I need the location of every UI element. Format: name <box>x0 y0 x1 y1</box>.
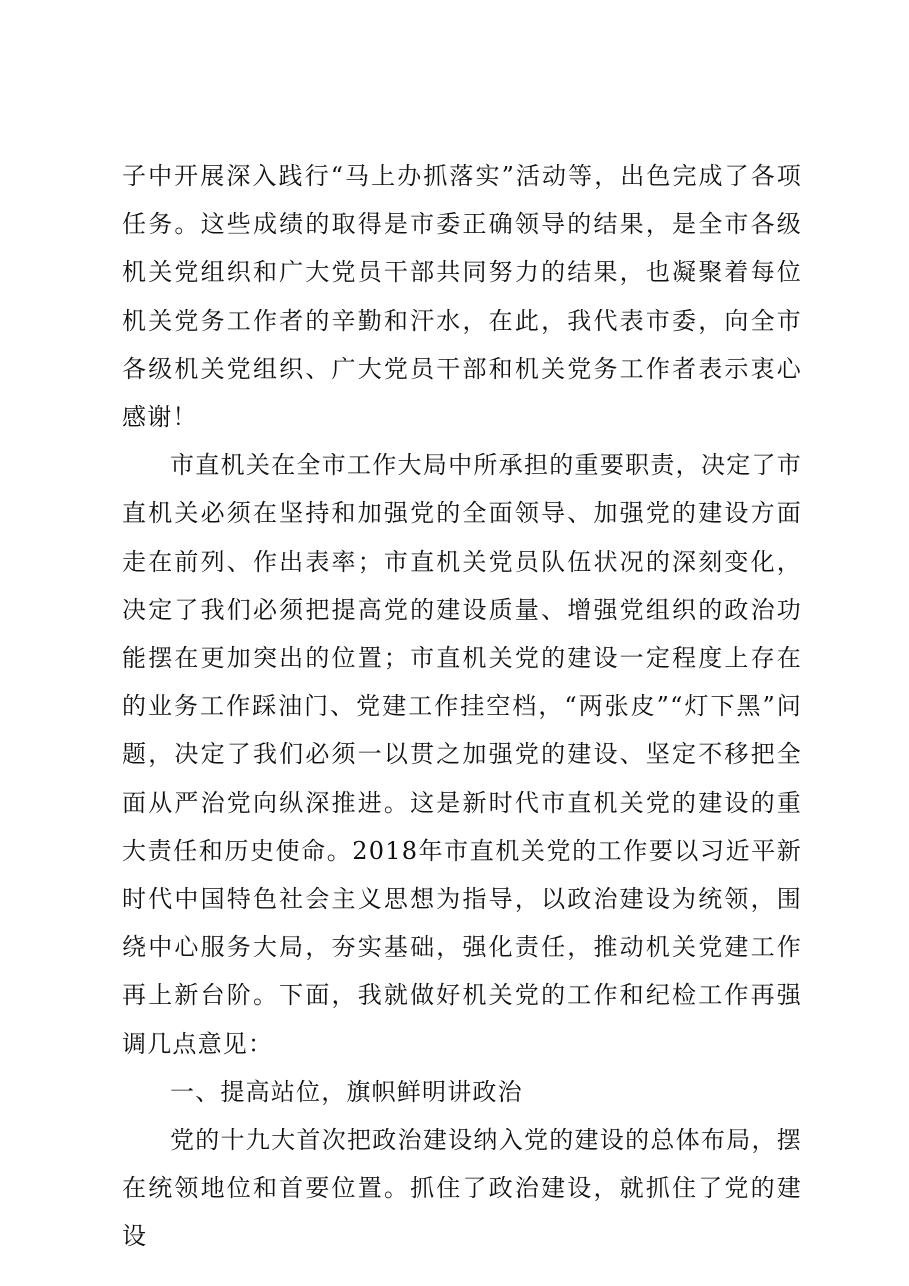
paragraph-responsibilities: 市直机关在全市工作大局中所承担的重要职责，决定了市直机关必须在坚持和加强党的全面领导、加强党的建设方面走在前列、作出表率；市直机关党员队伍状况的深刻变化，决定了我们必须把提高党的建设质量、增强党组织的政治功能摆在更加突出的位置；市直机关党的建设一定程度上存在的业务工作踩油门、党建工作挂空档，“两张皮”“灯下黑”问题，决定了我们必须一以贯之加强党的建设、坚定不移把全面从严治党向纵深推进。这是新时代市直机关党的建设的重大责任和历史使命。2018年市直机关党的工作要以习近平新时代中国特色社会主义思想为指导，以政治建设为统领，围绕中心服务大局，夯实基础，强化责任，推动机关党建工作再上新台阶。下面，我就做好机关党的工作和纪检工作再强调几点意见： <box>122 451 802 1058</box>
section-heading: 一、提高站位，旗帜鲜明讲政治 <box>170 1077 523 1106</box>
paragraph-continuation: 子中开展深入践行“马上办抓落实”活动等，出色完成了各项任务。这些成绩的取得是市委正确领导的结果，是全市各级机关党组织和广大党员干部共同努力的结果，也凝聚着每位机关党务工作者的辛勤和汗水，在此，我代表市委，向全市各级机关党组织、广大党员干部和机关党务工作者表示衷心感谢！ <box>122 162 802 432</box>
paragraph-political-building: 党的十九大首次把政治建设纳入党的建设的总体布局，摆在统领地位和首要位置。抓住了政治建设，就抓住了党的建设 <box>122 1126 802 1251</box>
document-body <box>122 152 802 1261</box>
